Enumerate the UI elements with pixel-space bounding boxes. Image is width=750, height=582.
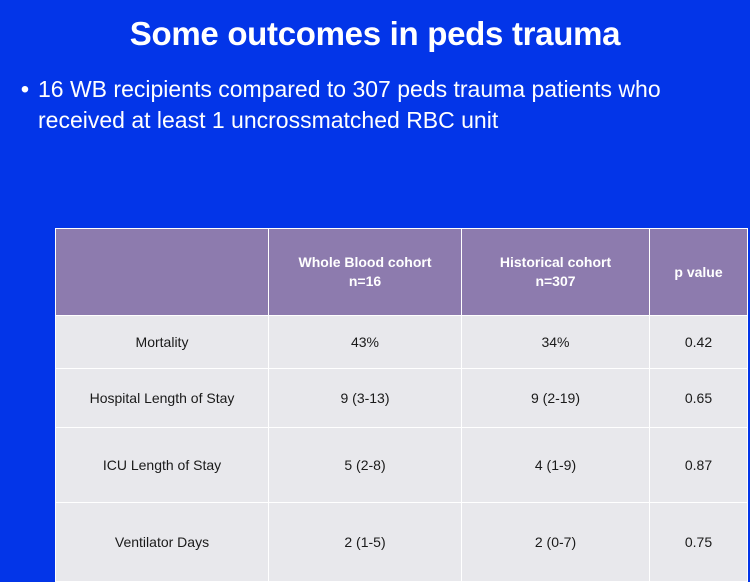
row-label: Ventilator Days (56, 503, 269, 582)
row-whole-blood-value: 43% (269, 316, 462, 369)
header-corner (56, 229, 269, 316)
header-historical-cohort (462, 229, 650, 316)
header-whole-blood-cohort (269, 229, 462, 316)
row-label: Mortality (56, 316, 269, 369)
table-header-row (56, 229, 748, 316)
header-historical-line1: Historical cohort (499, 254, 612, 271)
row-historical-value: 4 (1-9) (462, 428, 650, 503)
table-row (56, 369, 748, 428)
page-title: Some outcomes in peds trauma (129, 15, 621, 52)
row-whole-blood-value: 5 (2-8) (269, 428, 462, 503)
row-historical-value: 2 (0-7) (462, 503, 650, 582)
row-p-value: 0.42 (650, 316, 748, 369)
header-p-value: p value (650, 229, 748, 316)
table-row (56, 503, 748, 582)
header-whole-blood-line2: n=16 (348, 273, 382, 289)
row-p-value: 0.65 (650, 369, 748, 428)
table-row (56, 316, 748, 369)
row-p-value: 0.75 (650, 503, 748, 582)
row-label: Hospital Length of Stay (56, 369, 269, 428)
row-historical-value: 9 (2-19) (462, 369, 650, 428)
header-whole-blood-line1: Whole Blood cohort (298, 254, 432, 271)
row-historical-value: 34% (462, 316, 650, 369)
table-header (56, 229, 748, 316)
row-p-value: 0.87 (650, 428, 748, 503)
row-whole-blood-value: 9 (3-13) (269, 369, 462, 428)
bullet-item (12, 74, 712, 135)
table-body (56, 316, 748, 582)
header-historical-line2: n=307 (535, 273, 576, 289)
bullet-text: 16 WB recipients compared to 307 peds trauma patients who received at least 1 uncrossmatched RBC unit (38, 76, 661, 133)
row-label: ICU Length of Stay (56, 428, 269, 503)
outcomes-table (55, 228, 748, 582)
outcomes-table-container (55, 228, 723, 582)
row-whole-blood-value: 2 (1-5) (269, 503, 462, 582)
bullet-marker: • (20, 76, 30, 104)
table-row (56, 428, 748, 503)
